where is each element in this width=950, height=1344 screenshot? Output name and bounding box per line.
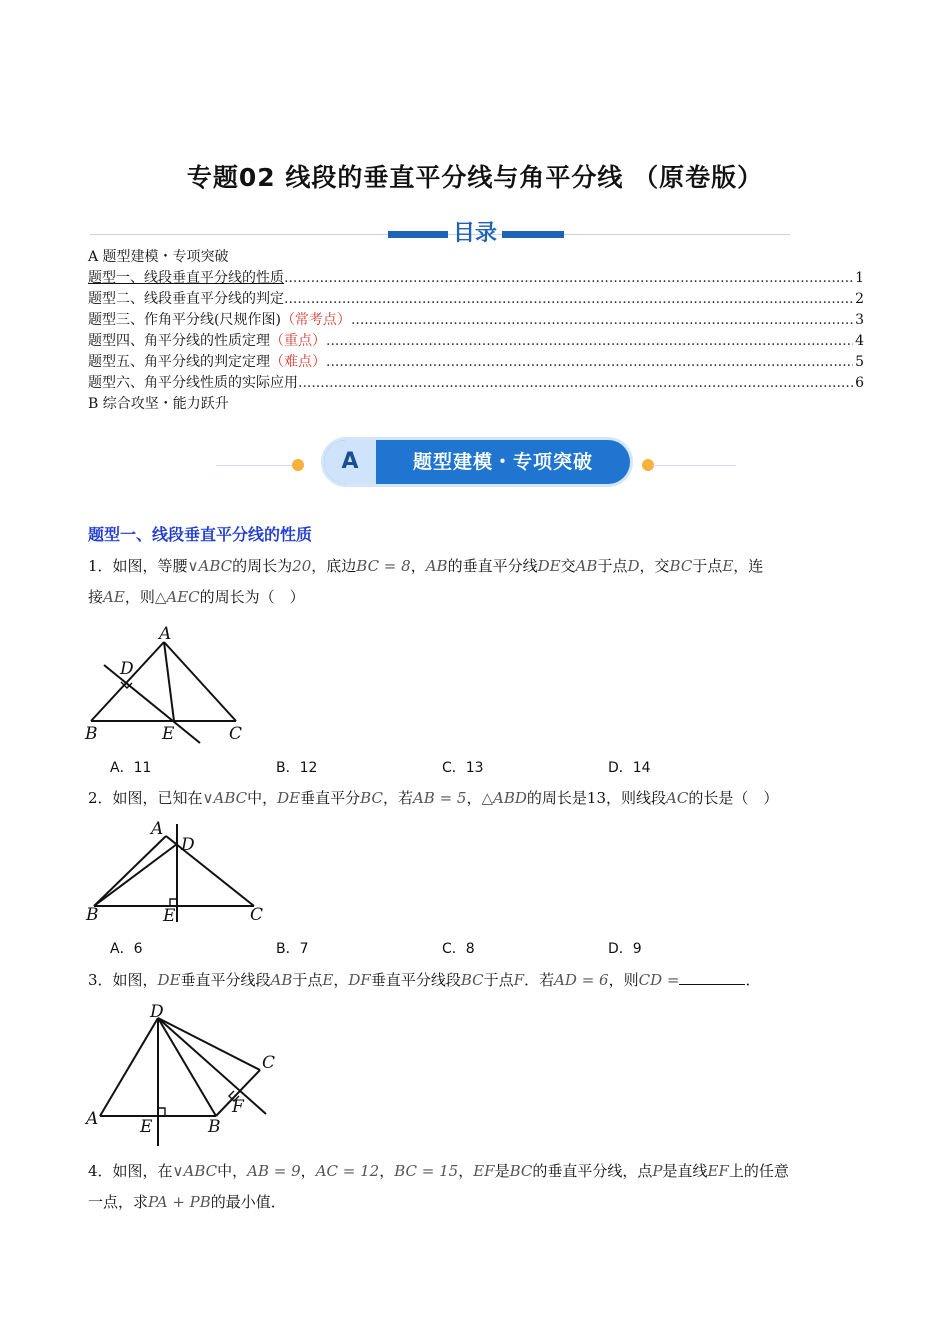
option-d[interactable]: D．14 (608, 760, 651, 776)
toc-leader (284, 289, 853, 310)
fig2-side-ab (94, 836, 166, 906)
fig2-side-ac (166, 836, 254, 906)
banner-letter: A (324, 440, 376, 484)
toc-bar-right (502, 231, 564, 238)
question-1 (88, 551, 858, 613)
toc-part-b[interactable]: B 综合攻坚・能力跃升 (88, 396, 229, 412)
fig2-label-e: E (163, 906, 176, 926)
banner-dot-left (292, 459, 304, 471)
fig3-bisector-df (158, 1018, 266, 1114)
fig2-label-d: D (181, 835, 195, 855)
toc-item-tag: （重点） (270, 333, 326, 349)
banner-line-left (216, 465, 296, 466)
fig1-side-ab (91, 642, 164, 721)
toc-item[interactable] (88, 352, 864, 373)
toc-part-a[interactable]: A 题型建模・专项突破 (88, 249, 229, 265)
fig3-label-f: F (232, 1097, 244, 1117)
fig3-label-b: B (208, 1117, 221, 1137)
toc-leader (298, 373, 853, 394)
toc-item-page: 4 (855, 333, 864, 349)
toc-item-page: 5 (855, 354, 864, 370)
toc-item-tag: （难点） (270, 354, 326, 370)
question-2-line-1: 2．如图，已知在∨ABC中，DE垂直平分BC，若AB = 5，△ABD的周长是13，则线段AC的长是（ ） (88, 789, 779, 807)
banner-pill (324, 440, 630, 484)
fig1-label-c: C (229, 724, 243, 744)
toc-item[interactable] (88, 289, 864, 310)
toc-item-page: 1 (855, 270, 864, 286)
option-a[interactable]: A．11 (110, 760, 152, 776)
question-1-options (110, 757, 774, 777)
toc-item-label: 题型五、角平分线的判定定理 (88, 354, 270, 370)
toc-leader (326, 331, 853, 352)
banner-line-right (652, 465, 736, 466)
page-title: 专题02 线段的垂直平分线与角平分线 （原卷版） (186, 163, 764, 192)
fig1-label-d: D (120, 659, 134, 679)
fig2-label-b: B (86, 905, 99, 925)
toc-item-page: 3 (855, 312, 864, 328)
fig2-segment-bd (94, 844, 177, 906)
question-4-line-2: 一点，求PA + PB的最小值． (88, 1193, 286, 1211)
option-b[interactable]: B．12 (276, 760, 318, 776)
fig3-label-c: C (262, 1053, 276, 1073)
option-c[interactable]: C．8 (442, 941, 475, 957)
toc-item-label: 题型三、作角平分线(尺规作图) (88, 312, 281, 328)
fig2-label-a: A (151, 819, 164, 839)
toc-item-label: 题型六、角平分线性质的实际应用 (88, 375, 298, 391)
toc-item[interactable] (88, 268, 864, 289)
fig3-label-a: A (86, 1109, 99, 1129)
question-4 (88, 1156, 858, 1218)
question-2-options (110, 938, 774, 958)
toc-leader (284, 268, 853, 289)
question-1-line-1: 1．如图，等腰∨ABC的周长为20，底边BC = 8，AB的垂直平分线DE交AB于点D，交BC于点E，连 (88, 557, 764, 575)
option-a[interactable]: A．6 (110, 941, 143, 957)
toc-bar-left (388, 231, 448, 238)
table-of-contents (88, 247, 864, 415)
toc-item-tag: （常考点） (280, 312, 351, 328)
toc-item-label: 题型四、角平分线的性质定理 (88, 333, 270, 349)
option-c[interactable]: C．13 (442, 760, 484, 776)
banner-text: 题型建模・专项突破 (412, 451, 593, 473)
question-3 (88, 965, 858, 996)
fig3-right-angle-e (158, 1108, 165, 1116)
answer-blank[interactable] (679, 970, 745, 985)
section-title: 题型一、线段垂直平分线的性质 (88, 525, 313, 544)
toc-item-page: 6 (855, 375, 864, 391)
fig1-label-b: B (85, 724, 98, 744)
toc-item[interactable] (88, 310, 864, 331)
question-3-line-1: 3．如图，DE垂直平分线段AB于点E，DF垂直平分线段BC于点F．若AD = 6，则CD = ． (88, 971, 761, 989)
section-banner (216, 438, 736, 490)
toc-item[interactable] (88, 331, 864, 352)
toc-item-label: 题型二、线段垂直平分线的判定 (88, 291, 284, 307)
question-2 (88, 783, 858, 814)
question-3-figure (82, 1000, 282, 1150)
fig3-label-d: D (150, 1002, 164, 1022)
question-4-line-1: 4．如图，在∨ABC中，AB = 9，AC = 12，BC = 15，EF是BC的垂直平分线，点P是直线EF上的任意 (88, 1162, 789, 1180)
option-d[interactable]: D．9 (608, 941, 642, 957)
toc-item-page: 2 (855, 291, 864, 307)
fig1-bisector-de (104, 665, 200, 743)
question-1-figure (84, 622, 254, 748)
question-1-line-2: 接AE，则△AEC的周长为（ ） (88, 588, 305, 606)
question-2-figure (84, 818, 274, 930)
toc-leader (351, 310, 853, 331)
toc-item[interactable] (88, 373, 864, 394)
fig2-label-c: C (250, 905, 264, 925)
fig1-label-a: A (159, 624, 172, 644)
fig1-segment-ae (164, 642, 174, 721)
fig3-label-e: E (140, 1117, 153, 1137)
option-b[interactable]: B．7 (276, 941, 309, 957)
toc-leader (326, 352, 853, 373)
fig1-side-ac (164, 642, 236, 721)
fig2-right-angle-mark (170, 899, 177, 906)
fig1-label-e: E (162, 724, 175, 744)
fig3-segment-da (100, 1018, 158, 1116)
toc-item-label: 题型一、线段垂直平分线的性质 (88, 270, 284, 286)
toc-heading: 目录 (452, 221, 497, 246)
